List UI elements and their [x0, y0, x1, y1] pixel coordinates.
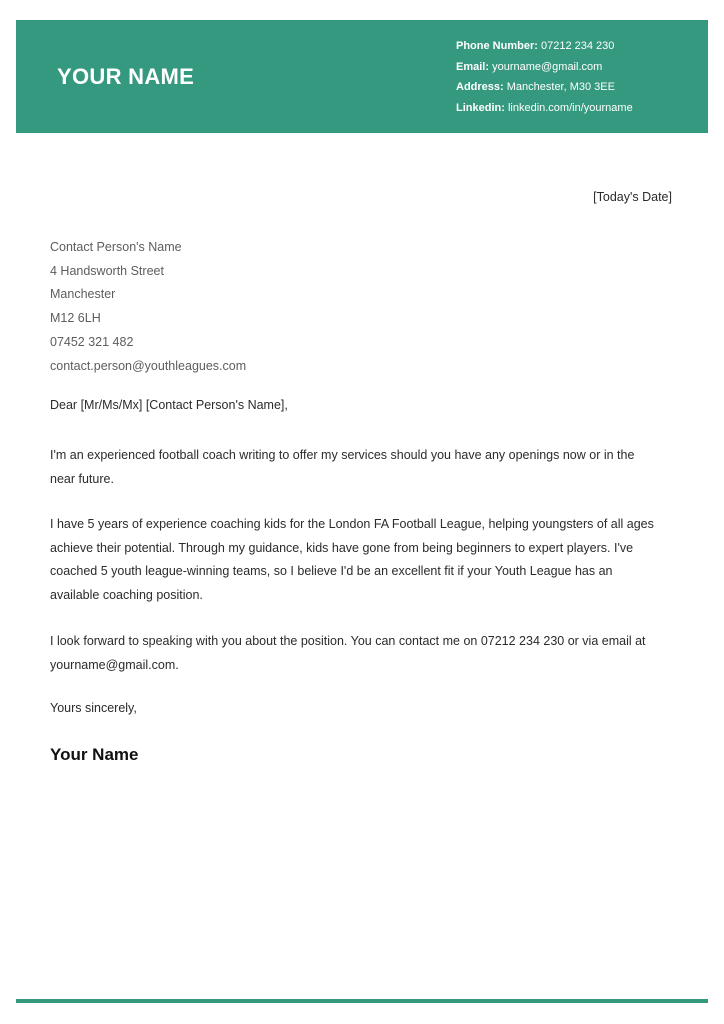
letter-signature: Your Name: [50, 745, 139, 764]
contact-phone-label: Phone Number:: [456, 40, 538, 52]
letter-date: [Today's Date]: [593, 190, 672, 204]
letter-body: [50, 396, 662, 766]
contact-email-label: Email:: [456, 60, 490, 73]
contact-linkedin-value: linkedin.com/in/yourname: [507, 101, 633, 114]
letterhead-banner: [16, 20, 708, 133]
recipient-email: contact.person@youthleagues.com: [50, 358, 247, 373]
contact-linkedin: [456, 98, 692, 119]
recipient-postcode: M12 6LH: [50, 311, 101, 326]
contact-phone-value: 07212 234 230: [540, 40, 615, 52]
contact-address-label: Address:: [456, 81, 504, 93]
recipient-street: 4 Handsworth Street: [50, 263, 164, 278]
recipient-name: Contact Person's Name: [50, 240, 182, 254]
recipient-city: Manchester: [50, 287, 116, 302]
letter-signoff: Yours sincerely,: [50, 701, 137, 715]
recipient-address-block: [50, 236, 470, 378]
recipient-phone: 07452 321 482: [50, 334, 134, 349]
contact-details-block: [456, 36, 692, 118]
contact-phone: [456, 36, 692, 57]
letter-paragraph-1: I'm an experienced football coach writing to offer my services should you have any openings now or in the near future.: [50, 448, 635, 486]
contact-linkedin-label: Linkedin:: [456, 101, 505, 114]
contact-email-value: yourname@gmail.com: [492, 60, 603, 73]
contact-address: [456, 77, 692, 98]
letter-paragraph-2: I have 5 years of experience coaching kids for the London FA Football League, helping youngsters of all ages achieve their potential. Through my guidance, kids have gone from being beginners to expert players. I've coached 5 youth league-winning teams, so I believe I'd be an excellent fit if your Youth League has an available coaching position.: [50, 517, 654, 602]
footer-accent-rule: [16, 999, 708, 1003]
letter-salutation: Dear [Mr/Ms/Mx] [Contact Person's Name],: [50, 398, 288, 412]
contact-address-value: Manchester, M30 3EE: [506, 81, 615, 93]
letter-paragraph-3: I look forward to speaking with you about the position. You can contact me on 07212 234 230 or via email at yourname@gmail.com.: [50, 634, 646, 672]
page-title: YOUR NAME: [57, 64, 195, 89]
contact-email: [456, 57, 692, 78]
